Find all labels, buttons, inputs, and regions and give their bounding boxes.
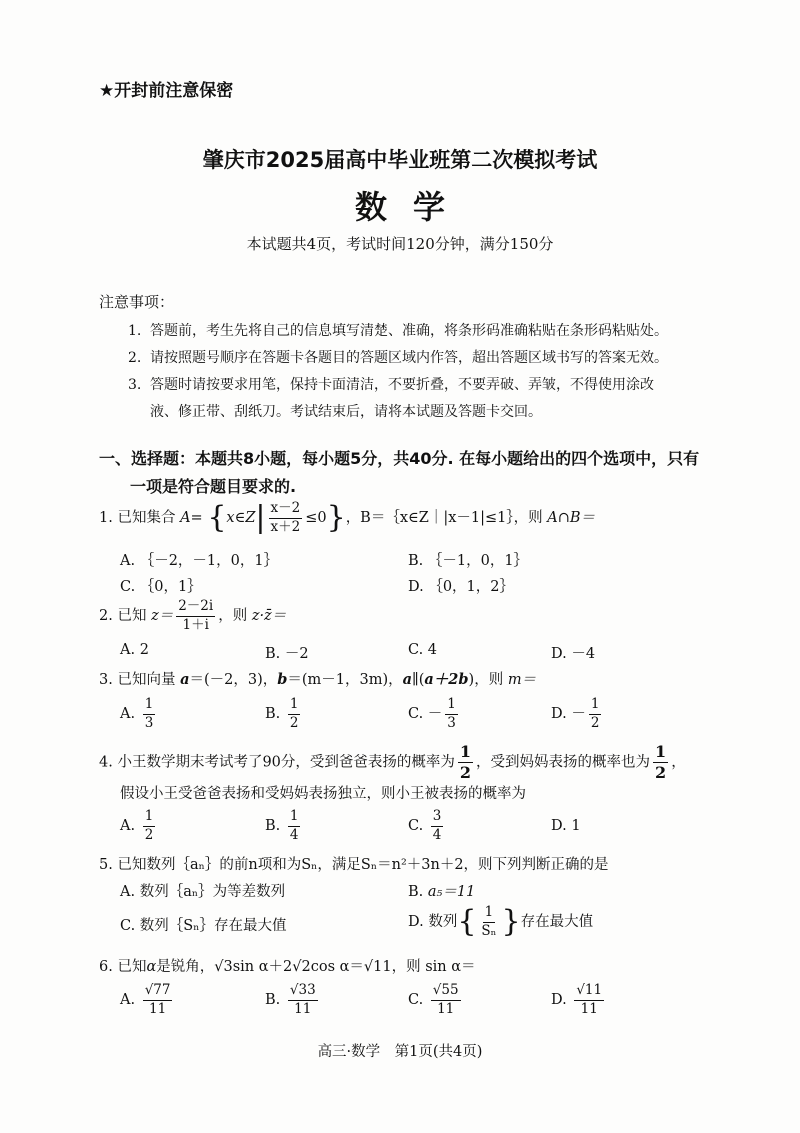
notice-item: 3. 答题时请按要求用笔，保持卡面清洁，不要折叠，不要弄破、弄皱，不得使用涂改	[128, 377, 654, 393]
option-b: B. $\frac{√33}{11}$	[265, 982, 316, 1017]
right-brace: }	[326, 500, 346, 535]
option-d: D. － $\frac{1}{2}$	[551, 696, 600, 731]
option-d: D. ｛0，1，2｝	[408, 579, 515, 595]
option-a: A. 2	[120, 642, 149, 658]
option-c: C. $\frac{√55}{11}$	[408, 982, 459, 1017]
option-a: A. $\frac{1}{3}$	[120, 696, 154, 731]
section-heading: 一、选择题：本题共8小题，每小题5分，共40分. 在每小题给出的四个选项中，只有	[99, 449, 700, 468]
option-a: A. $\frac{1}{2}$	[120, 808, 154, 843]
question-5: 5. 已知数列｛aₙ｝的前n项和为Sₙ，满足Sₙ＝n²＋3n＋2，则下列判断正确的是	[99, 857, 609, 873]
question-1: 1. 已知集合 A= {x∈Z| $\frac{x-2}{x+2}$ ≤0}，B＝｛x∈Z｜|x－1|≤1｝，则 A∩B＝	[99, 500, 596, 535]
page-footer: 高三·数学 第1页(共4页)	[317, 1044, 483, 1060]
bar: |	[255, 500, 266, 535]
option-b: B. $\frac{1}{2}$	[265, 696, 299, 731]
option-c: C. $\frac{3}{4}$	[408, 808, 442, 843]
question-4: 4. 小王数学期末考试考了90分，受到爸爸表扬的概率为 $\frac{1}{2}$ ，受到妈妈表扬的概率也为 $\frac{1}{2}$ ，	[99, 742, 686, 782]
option-c: C. ｛0，1｝	[120, 579, 202, 595]
option-b: B. ｛－1，0，1｝	[408, 553, 529, 569]
option-d: D. 数列{ $\frac{1}{\text{Sₙ}}$ }存在最大值	[408, 904, 594, 939]
notice-title: 注意事项：	[99, 293, 175, 311]
option-d: D. －4	[551, 646, 596, 662]
option-b: B. －2	[265, 646, 309, 662]
notice-item: 1. 答题前，考生先将自己的信息填写清楚、准确，将条形码准确粘贴在条形码粘贴处。	[128, 323, 668, 339]
option-c: C. 数列｛Sₙ｝存在最大值	[120, 918, 287, 934]
subject-title: 数学	[354, 188, 471, 226]
option-a: A. $\frac{√77}{11}$	[120, 982, 171, 1017]
left-brace: {	[207, 500, 227, 535]
question-2: 2. 已知 z＝ $\frac{2-2i}{1+i}$ ，则 z·z̄＝	[99, 598, 287, 633]
notice-item: 2. 请按照题号顺序在答题卡各题目的答题区域内作答，超出答题区域书写的答案无效。	[128, 350, 668, 366]
question-6: 6. 已知α是锐角，√3sin α＋2√2cos α＝√11，则 sin α＝	[99, 959, 476, 975]
option-b: B. a₅＝11	[408, 884, 476, 900]
section-heading-cont: 一项是符合题目要求的.	[130, 477, 297, 496]
confidential-mark: ★开封前注意保密	[99, 81, 234, 101]
question-4-cont: 假设小王受爸爸表扬和受妈妈表扬独立，则小王被表扬的概率为	[120, 786, 526, 802]
exam-info: 本试题共4页，考试时间120分钟，满分150分	[246, 235, 554, 253]
option-c: C. 4	[408, 642, 438, 658]
left-brace: {	[457, 904, 477, 939]
option-c: C. － $\frac{1}{3}$	[408, 696, 456, 731]
option-a: A. 数列｛aₙ｝为等差数列	[120, 884, 286, 900]
right-brace: }	[501, 904, 521, 939]
exam-title: 肇庆市2025届高中毕业班第二次模拟考试	[202, 148, 598, 172]
option-b: B. $\frac{1}{4}$	[265, 808, 299, 843]
question-3: 3. 已知向量 a＝(－2，3)，b＝(m－1，3m)，a∥(a＋2b)，则 m＝	[99, 671, 537, 688]
option-d: D. $\frac{√11}{11}$	[551, 982, 603, 1017]
option-d: D. 1	[551, 818, 581, 834]
option-a: A. ｛－2，－1，0，1｝	[120, 553, 279, 569]
notice-item: 液、修正带、刮纸刀。考试结束后，请将本试题及答题卡交回。	[150, 404, 542, 420]
